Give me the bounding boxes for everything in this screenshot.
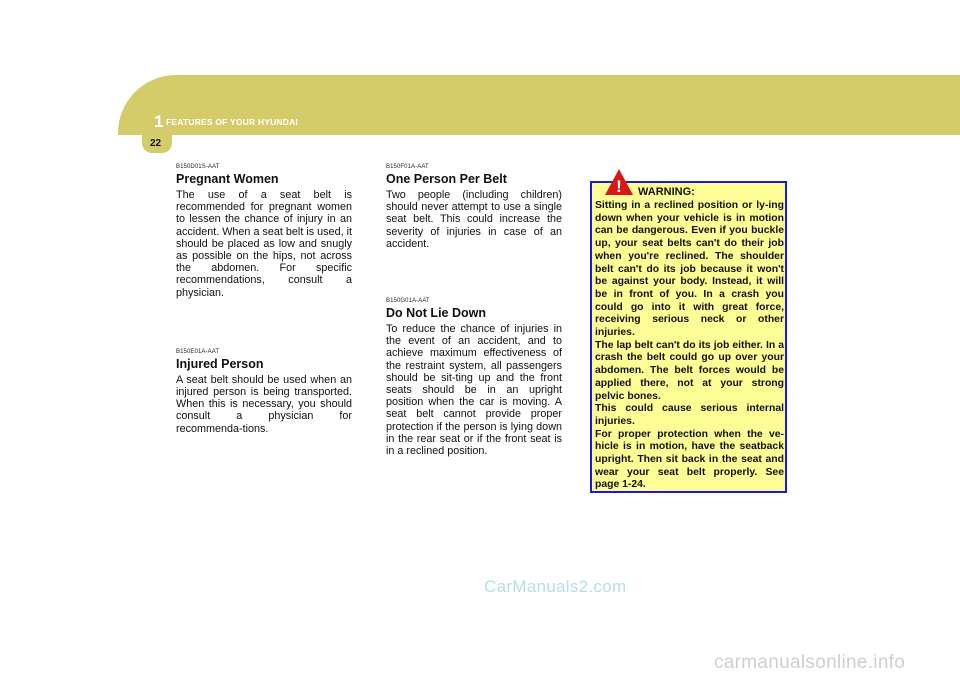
section-do-not-lie-down bbox=[386, 298, 562, 457]
section-code: B150D01S-AAT bbox=[176, 164, 220, 170]
section-body: The use of a seat belt is recommended for pregnant women to lessen the chance of injury in an accident. When a seat belt is used, it should be placed as low and snugly as possible on the hips, not across the abdomen. For specific recommendations, consult a physician. bbox=[176, 189, 352, 299]
warning-paragraph: This could cause serious internal injuries. bbox=[595, 403, 784, 427]
section-injured-person bbox=[176, 349, 352, 435]
chapter-number: 1 bbox=[154, 112, 164, 131]
section-heading: Pregnant Women bbox=[176, 172, 279, 186]
page-number: 22 bbox=[150, 138, 162, 149]
warning-body bbox=[595, 200, 784, 492]
section-code: B150E01A-AAT bbox=[176, 348, 220, 355]
middle-column bbox=[386, 164, 562, 457]
section-body: To reduce the chance of injuries in the event of an accident, and to achieve maximum effectiveness of the restraint system, all passengers should be sit-ting up and the front seats should be in an upright position when the car is moving. A seat belt cannot provide proper protection if the person is lying down in the rear seat or if the front seat is in a reclined position. bbox=[386, 323, 562, 458]
footer-watermark: carmanualsonline.info bbox=[714, 652, 906, 673]
section-heading: One Person Per Belt bbox=[386, 172, 507, 186]
warning-paragraph: For proper protection when the ve-hicle is in motion, have the seatback upright. Then sit back in the seat and wear your seat belt properly. See page 1-24. bbox=[595, 428, 784, 491]
left-column bbox=[176, 164, 352, 435]
warning-paragraph: The lap belt can't do its job either. In a crash the belt could go up over your abdomen. The belt forces would be applied there, not at your strong pelvic bones. bbox=[595, 339, 784, 402]
section-pregnant-women bbox=[176, 164, 352, 299]
chapter-title: FEATURES OF YOUR HYUNDAI bbox=[166, 117, 298, 127]
warning-title: WARNING: bbox=[638, 186, 695, 198]
section-heading: Do Not Lie Down bbox=[386, 306, 486, 321]
exclamation-warning-icon bbox=[604, 168, 634, 196]
warning-icon-glyph: ! bbox=[616, 177, 622, 196]
section-code: B150G01A-AAT bbox=[386, 298, 430, 305]
section-body: A seat belt should be used when an injured person is being transported. When this is necessary, you should consult a physician for recommenda-tions. bbox=[176, 373, 352, 435]
section-body: Two people (including children) should never attempt to use a single seat belt. This could increase the severity of injuries in case of an accident. bbox=[386, 189, 562, 250]
section-heading: Injured Person bbox=[176, 356, 264, 371]
section-code: B150F01A-AAT bbox=[386, 164, 429, 170]
section-one-person-per-belt bbox=[386, 164, 562, 250]
warning-paragraph: Sitting in a reclined position or ly-ing down when your vehicle is in motion can be dangerous. Even if you buckle up, your seat belts can't do their job when you're reclined. The shoulder belt can't do its job because it won't be against your body. Instead, it will be in front of you. In a crash you could go into it with great force, receiving serious neck or other injuries. bbox=[595, 200, 784, 339]
watermark-link[interactable]: CarManuals2.com bbox=[484, 577, 627, 596]
